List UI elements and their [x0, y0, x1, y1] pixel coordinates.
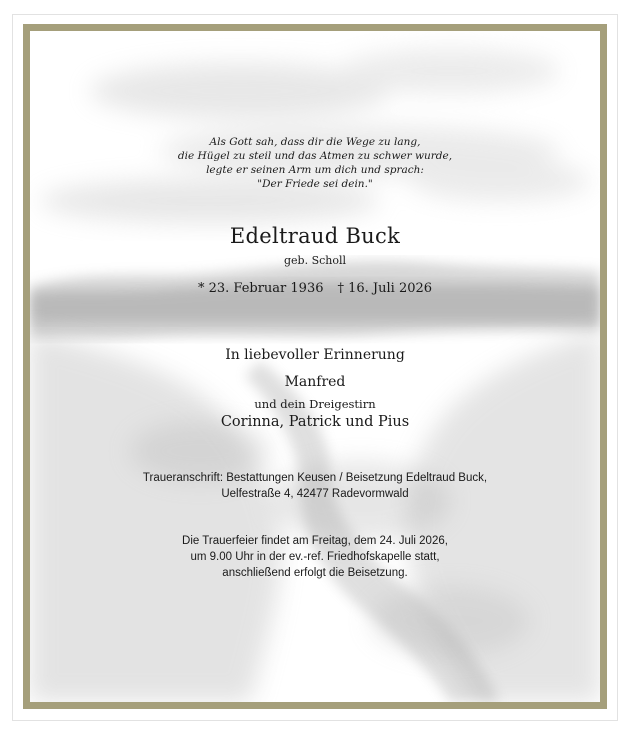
life-dates: [30, 281, 600, 296]
obituary-content: [30, 31, 600, 702]
maiden-name: geb. Scholl: [283, 254, 347, 267]
mourner-connector: und dein Dreigestirn: [254, 397, 376, 411]
memory-line: In liebevoller Erinnerung: [225, 347, 405, 363]
address-line-2: Uelfestraße 4, 42477 Radevormwald: [221, 488, 409, 500]
address-line-1: Traueranschrift: Bestattungen Keusen / Beisetzung Edeltraud Buck,: [142, 472, 488, 484]
service-line-1: Die Trauerfeier findet am Freitag, dem 24. Juli 2026,: [182, 535, 448, 547]
birth-date: * 23. Februar 1936: [197, 281, 324, 296]
death-date: † 16. Juli 2026: [337, 281, 433, 296]
poem-line-1: Als Gott sah, dass dir die Wege zu lang,: [209, 136, 421, 148]
service-line-3: anschließend erfolgt die Beisetzung.: [222, 567, 408, 579]
primary-mourner: Manfred: [284, 374, 346, 390]
service-line-2: um 9.00 Uhr in der ev.-ref. Friedhofskapelle statt,: [190, 551, 440, 563]
poem-line-3: legte er seinen Arm um dich und sprach:: [206, 164, 424, 176]
card-frame: [23, 24, 607, 709]
other-mourners: Corinna, Patrick und Pius: [220, 414, 410, 430]
poem-line-2: die Hügel zu steil und das Atmen zu schwer wurde,: [177, 150, 453, 162]
poem-line-4: "Der Friede sei dein.": [257, 178, 373, 190]
deceased-name: Edeltraud Buck: [229, 224, 401, 248]
